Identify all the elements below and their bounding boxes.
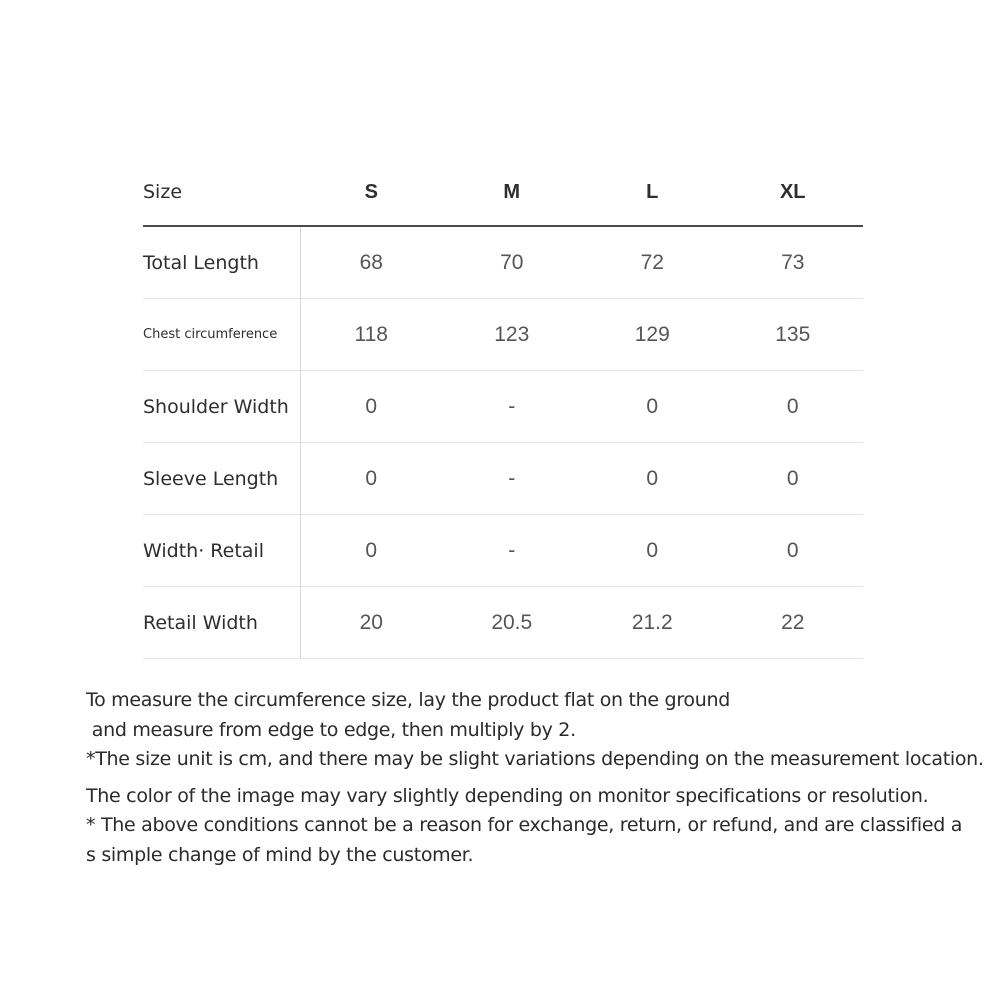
note-line: * The above conditions cannot be a reason for exchange, return, or refund, and are classified a bbox=[86, 814, 963, 836]
table-cell: 135 bbox=[775, 322, 811, 346]
row-label: Sleeve Length bbox=[143, 443, 301, 514]
row-label: Shoulder Width bbox=[143, 371, 301, 442]
size-xl-header: XL bbox=[779, 180, 806, 203]
table-cell: 68 bbox=[359, 250, 383, 274]
note-line: *The size unit is cm, and there may be slight variations depending on the measurement location. bbox=[86, 748, 984, 770]
table-row-chest-circumference bbox=[143, 299, 863, 371]
table-row-sleeve-length bbox=[143, 443, 863, 515]
row-label: Total Length bbox=[143, 227, 301, 298]
table-cell: 0 bbox=[646, 466, 659, 490]
table-cell: 0 bbox=[786, 466, 799, 490]
row-label: Chest circumference bbox=[143, 299, 301, 370]
note-line: and measure from edge to edge, then multiply by 2. bbox=[86, 718, 576, 741]
table-cell: 21.2 bbox=[631, 610, 673, 634]
table-cell: 129 bbox=[634, 322, 670, 346]
table-row-total-length bbox=[143, 227, 863, 299]
row-label: Retail Width bbox=[143, 587, 301, 658]
table-cell: 72 bbox=[640, 250, 664, 274]
note-line: The color of the image may vary slightly depending on monitor specifications or resolution. bbox=[86, 784, 929, 807]
size-notes bbox=[86, 686, 986, 870]
table-row-retail-width bbox=[143, 587, 863, 659]
note-line: s simple change of mind by the customer. bbox=[86, 843, 474, 866]
table-cell: - bbox=[508, 394, 516, 418]
table-cell: 0 bbox=[365, 466, 378, 490]
table-cell: 0 bbox=[786, 538, 799, 562]
size-m-header: M bbox=[503, 180, 521, 203]
table-cell: 20.5 bbox=[491, 610, 533, 634]
size-l-header: L bbox=[646, 180, 659, 203]
size-s-header: S bbox=[364, 180, 378, 203]
header-label: Size bbox=[143, 181, 183, 203]
size-table bbox=[143, 155, 863, 659]
table-cell: 0 bbox=[646, 394, 659, 418]
table-cell: 123 bbox=[494, 322, 530, 346]
table-cell: 0 bbox=[646, 538, 659, 562]
table-row-shoulder-width bbox=[143, 371, 863, 443]
row-label: Width· Retail bbox=[143, 515, 301, 586]
note-line: To measure the circumference size, lay the product flat on the ground bbox=[86, 689, 730, 711]
table-cell: 70 bbox=[500, 250, 524, 274]
table-cell: 118 bbox=[354, 322, 388, 346]
table-cell: 0 bbox=[365, 538, 378, 562]
table-header-row bbox=[143, 155, 863, 227]
table-cell: 0 bbox=[786, 394, 799, 418]
table-cell: - bbox=[508, 538, 516, 562]
table-row-width-retail bbox=[143, 515, 863, 587]
table-cell: 20 bbox=[359, 610, 383, 634]
table-cell: 22 bbox=[781, 610, 805, 634]
table-cell: - bbox=[508, 466, 516, 490]
table-cell: 0 bbox=[365, 394, 378, 418]
table-cell: 73 bbox=[781, 250, 805, 274]
